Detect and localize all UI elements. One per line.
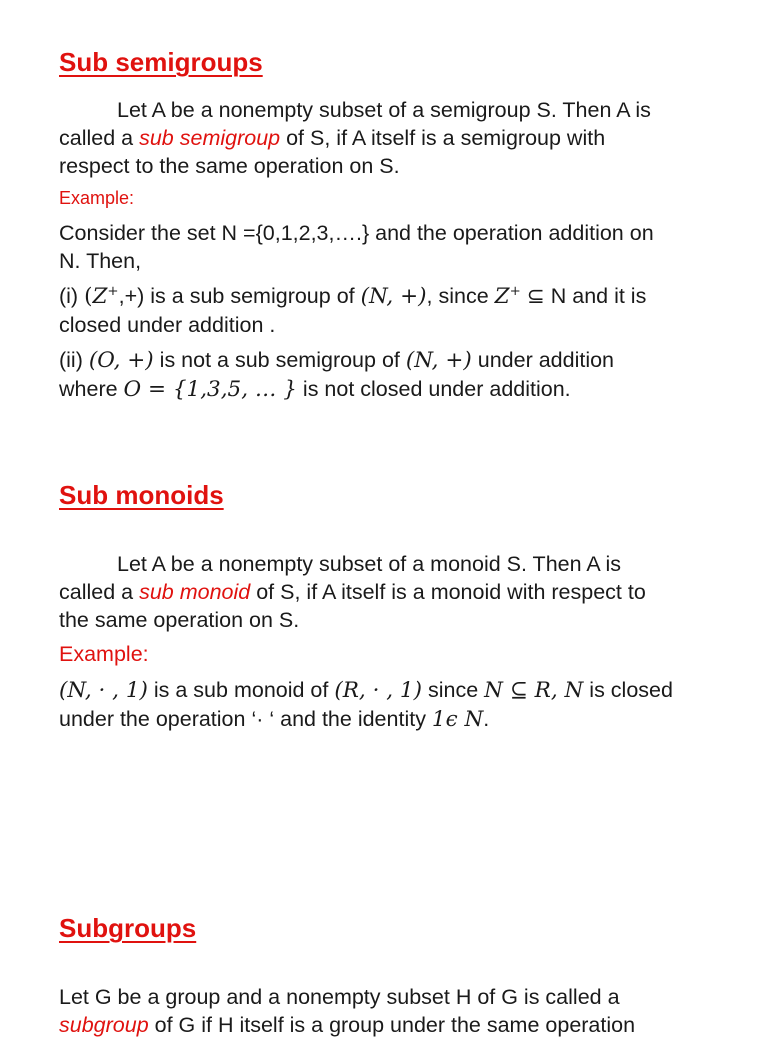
definition-line-3: respect to the same operation on S.: [59, 154, 400, 178]
math-expression: (N, +): [360, 284, 427, 309]
math-expression: O = {1,3,5, … }: [123, 377, 297, 402]
example-item-ii: (ii) (O, +) is not a sub semigroup of (N, +) under addition where O = {1,3,5, … } is not closed under addition.: [59, 348, 615, 402]
term-sub-monoid: sub monoid: [139, 580, 251, 604]
math-expression: N ⊆ R, N: [484, 678, 584, 703]
definition-line-1: Let G be a group and a nonempty subset H of G is called a: [59, 985, 620, 1009]
math-expression: (R, · , 1): [334, 678, 422, 703]
math-expression: (N, +): [405, 348, 472, 373]
math-expression: (O, +): [88, 348, 154, 373]
example-item-i: (i) (Z+,+) is a sub semigroup of (N, +), since Z+ ⊆ N and it is closed under addition .: [59, 284, 647, 337]
semigroup-example: [59, 219, 719, 275]
definition-line-2: called a sub monoid of S, if A itself is a monoid with respect to: [59, 580, 646, 604]
example-label: Example:: [59, 188, 135, 208]
math-expression: Z+: [494, 284, 521, 309]
semigroup-definition: [59, 96, 719, 180]
heading-sub-semigroups: Sub semigroups: [59, 47, 263, 77]
example-label: Example:: [59, 642, 149, 666]
math-expression: (Z+: [84, 284, 119, 309]
monoid-example: (N, · , 1) is a sub monoid of (R, · , 1) since N ⊆ R, N is closed under the operation ‘· ‘ and the identity 1ϵ N.: [59, 678, 673, 732]
definition-line-1: Let A be a nonempty subset of a semigroup S. Then A is: [117, 98, 651, 122]
math-expression: (N, · , 1): [59, 678, 148, 703]
definition-line-3: the same operation on S.: [59, 608, 300, 632]
monoid-definition: [59, 550, 719, 634]
example-line-1: Consider the set N ={0,1,2,3,….} and the operation addition on: [59, 221, 654, 245]
subgroup-definition: [59, 983, 719, 1039]
heading-sub-monoids: Sub monoids: [59, 480, 224, 510]
definition-line-2: subgroup of G if H itself is a group under the same operation: [59, 1013, 636, 1037]
term-sub-semigroup: sub semigroup: [139, 126, 281, 150]
example-line-2: N. Then,: [59, 249, 142, 273]
math-expression: 1ϵ N: [431, 707, 484, 732]
heading-subgroups: Subgroups: [59, 913, 197, 943]
definition-line-2: called a sub semigroup of S, if A itself is a semigroup with: [59, 126, 606, 150]
term-subgroup: subgroup: [59, 1013, 149, 1037]
definition-line-1: Let A be a nonempty subset of a monoid S. Then A is: [117, 552, 622, 576]
